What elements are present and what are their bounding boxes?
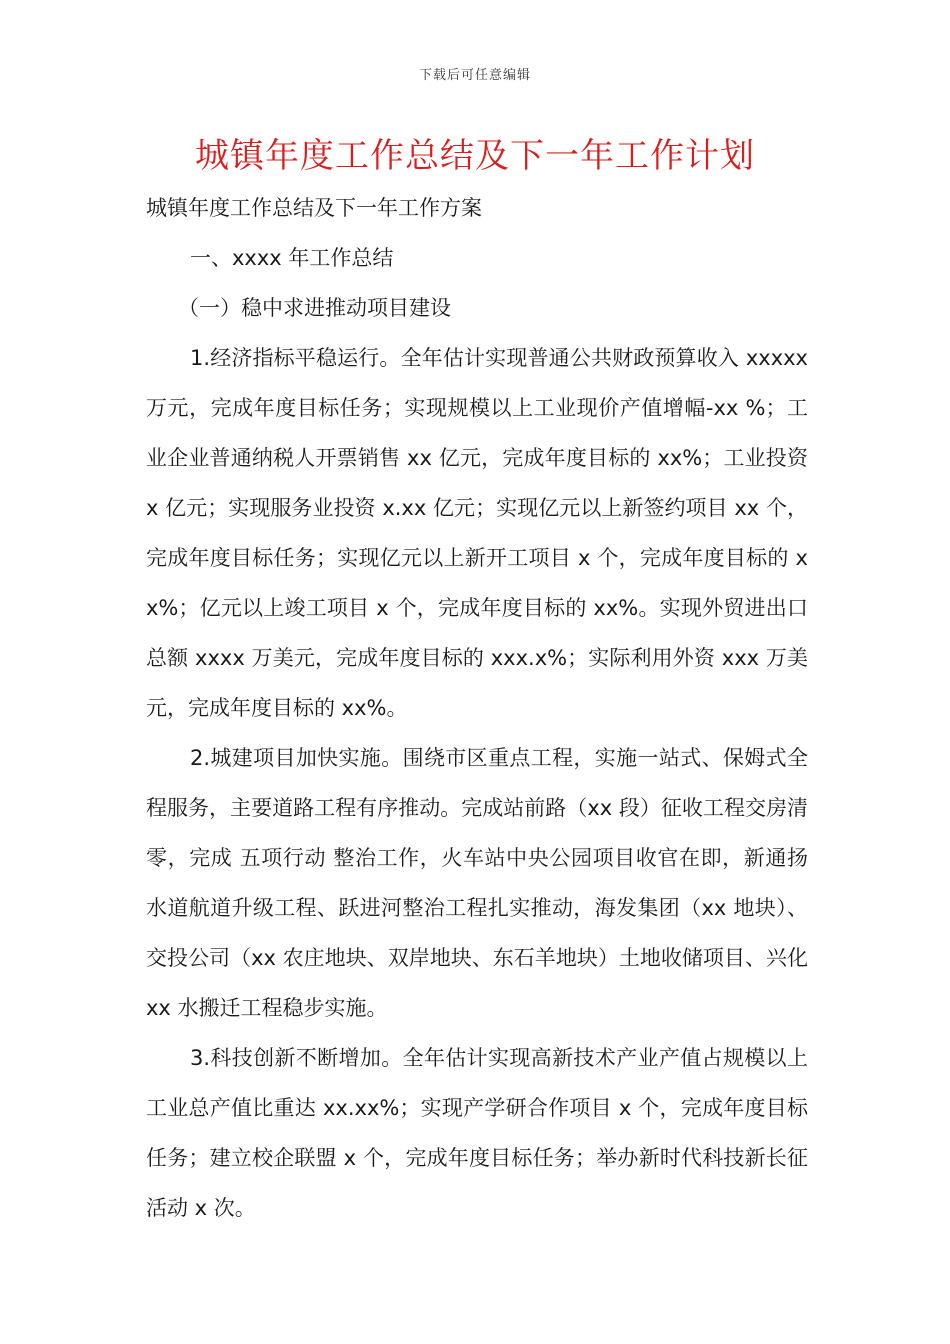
paragraph-economic-indicators: 1.经济指标平稳运行。全年估计实现普通公共财政预算收入 xxxxx 万元，完成年度目标任务；实现规模以上工业现价产值增幅-xx %；工业企业普通纳税人开票销售 xx 亿元，完成年度目标的 xx%；工业投资 x 亿元；实现服务业投资 x.xx 亿元；实现亿元以上新签约项目 xx 个，完成年度目标任务；实现亿元以上新开工项目 x 个，完成年度目标的 xx%；亿元以上竣工项目 x 个，完成年度目标的 xx%。实现外贸进出口总额 xxxx 万美元，完成年度目标的 xxx.x%；实际利用外资 xxx 万美元，完成年度目标的 xx%。	[146, 346, 808, 720]
paragraph-urban-construction: 2.城建项目加快实施。围绕市区重点工程，实施一站式、保姆式全程服务，主要道路工程有序推动。完成站前路（xx 段）征收工程交房清零，完成 五项行动 整治工作，火车站中央公园项目收官在即，新通扬水道航道升级工程、跃进河整治工程扎实推动，海发集团（xx 地块）、交投公司（xx 农庄地块、双岸地块、东石羊地块）土地收储项目、兴化 xx 水搬迁工程稳步实施。	[146, 746, 808, 1020]
subsection-heading: （一）稳中求进推动项目建设	[178, 296, 451, 320]
paragraph-tech-innovation: 3.科技创新不断增加。全年估计实现高新技术产业产值占规模以上工业总产值比重达 xx.xx%；实现产学研合作项目 x 个，完成年度目标任务；建立校企联盟 x 个，完成年度目标任务；举办新时代科技新长征活动 x 次。	[146, 1046, 808, 1220]
document-body	[146, 183, 808, 1233]
header-note: 下载后可任意编辑	[418, 68, 531, 83]
document-subtitle: 城镇年度工作总结及下一年工作方案	[146, 196, 482, 220]
document-title: 城镇年度工作总结及下一年工作计划	[195, 136, 755, 176]
section-heading: 一、xxxx 年工作总结	[190, 246, 394, 270]
